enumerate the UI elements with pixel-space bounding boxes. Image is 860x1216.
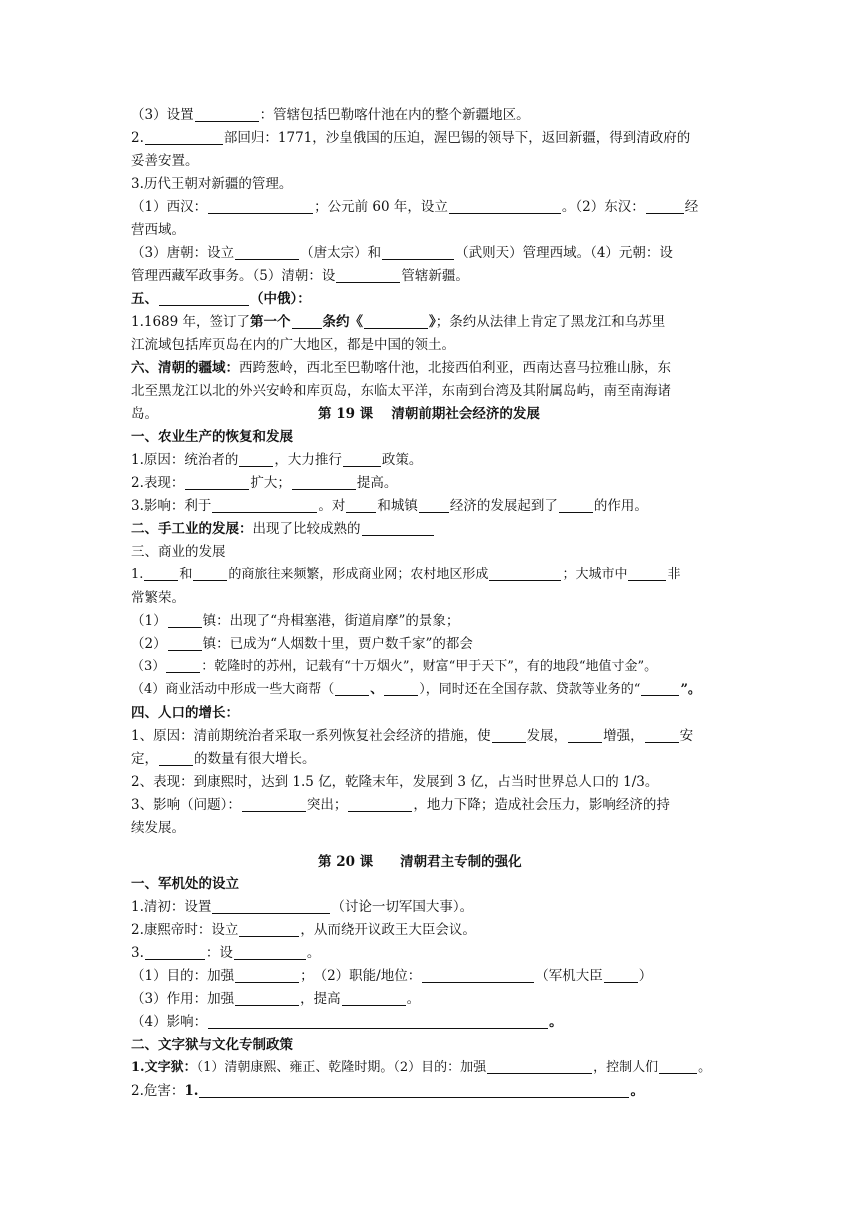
- fill-blank[interactable]: [568, 727, 602, 743]
- fill-blank[interactable]: [145, 129, 223, 145]
- text-line: [131, 633, 731, 655]
- line-text: 营西域。: [131, 222, 185, 238]
- text-line: [131, 242, 731, 264]
- line-text: 扩大；: [250, 475, 291, 491]
- line-text: 3.影响：利于: [131, 498, 212, 514]
- text-line: [131, 564, 731, 586]
- text-line: [131, 1057, 731, 1079]
- text-line: [131, 334, 731, 356]
- text-line: [131, 104, 731, 126]
- line-text: （1）目的：加强: [131, 968, 235, 984]
- line-text: 、: [370, 682, 384, 697]
- line-text: （中俄）：: [250, 291, 311, 307]
- line-text: 部回归：1771，沙皇俄国的压迫，渥巴锡的领导下，返回新疆，得到清政府的: [223, 130, 691, 146]
- text-line: [131, 679, 731, 701]
- line-text: 2.危害：: [131, 1083, 185, 1099]
- text-line: [131, 265, 731, 287]
- line-text: 岛。: [131, 406, 158, 422]
- line-text: 二、文字狱与文化专制政策: [131, 1037, 293, 1053]
- line-text: （4）商业活动中形成一些大商帮（: [131, 682, 335, 697]
- fill-blank[interactable]: [489, 565, 561, 581]
- fill-blank[interactable]: [234, 944, 306, 960]
- line-text: 和城镇: [377, 498, 418, 514]
- fill-blank[interactable]: [559, 497, 593, 513]
- fill-blank[interactable]: [185, 474, 249, 490]
- line-text: 非: [667, 567, 681, 582]
- fill-blank[interactable]: [144, 565, 178, 581]
- line-text: 1.: [131, 567, 144, 582]
- fill-blank[interactable]: [212, 497, 317, 513]
- text-line: [131, 942, 731, 964]
- fill-blank[interactable]: [346, 497, 376, 513]
- line-text: （3）唐朝：设立: [131, 245, 235, 261]
- line-text: 的作用。: [593, 498, 648, 514]
- line-text: 1、原因：清前期统治者采取一系列恢复社会经济的措施，使: [131, 728, 491, 744]
- text-line: [131, 196, 731, 218]
- text-line: [131, 725, 731, 747]
- line-text: 三、商业的发展: [131, 544, 226, 560]
- line-text: 3、影响（问题）：: [131, 797, 241, 813]
- fill-blank[interactable]: [159, 750, 193, 766]
- line-text: ，从而绕开议政王大臣会议。: [300, 922, 476, 938]
- fill-blank[interactable]: [292, 313, 322, 329]
- line-text: （唐太宗）和: [300, 245, 382, 261]
- fill-blank[interactable]: [168, 635, 202, 651]
- fill-blank[interactable]: [239, 451, 273, 467]
- line-text: ：乾隆时的苏州，记载有“十万烟火”，财富“甲于天下”，有的地段“地值寸金”。: [201, 659, 658, 674]
- line-text: 》: [429, 314, 436, 330]
- line-text: ”。: [680, 682, 701, 697]
- fill-blank[interactable]: [199, 1082, 629, 1098]
- line-text: 江流域包括库页岛在内的广大地区，都是中国的领土。: [131, 337, 455, 353]
- line-text: 。对: [318, 498, 346, 514]
- line-text: 镇：出现了“舟楫塞港，街道肩摩”的景象；: [202, 613, 460, 629]
- line-text: ；大城市中: [562, 567, 628, 582]
- line-text: ：管辖包括巴勒喀什池在内的整个新疆地区。: [259, 107, 530, 123]
- line-text: （1）西汉：: [131, 199, 208, 215]
- text-line: [131, 173, 731, 195]
- fill-blank[interactable]: [235, 967, 299, 983]
- fill-blank[interactable]: [208, 1013, 548, 1029]
- line-text: 。: [698, 1060, 712, 1075]
- fill-blank[interactable]: [645, 727, 679, 743]
- line-text: （3）: [131, 659, 166, 674]
- line-text: （3）设置: [131, 107, 194, 123]
- text-line: [131, 656, 731, 678]
- text-line: [131, 817, 731, 839]
- line-text: 妥善安置。: [131, 153, 199, 169]
- line-text: 的商旅往来频繁，形成商业网；农村地区形成: [228, 567, 489, 582]
- section-heading: [131, 1034, 731, 1056]
- line-text: ：设: [205, 945, 233, 961]
- text-line: [131, 587, 731, 609]
- fill-blank[interactable]: [212, 898, 330, 914]
- line-text: 3.: [131, 945, 144, 961]
- line-text: （3）作用：加强: [131, 991, 235, 1007]
- fill-blank[interactable]: [343, 451, 381, 467]
- line-text: 五、: [131, 291, 158, 307]
- line-text: （讨论一切军国大事）。: [331, 899, 474, 915]
- line-text: ；公元前 60 年，设立: [314, 199, 448, 215]
- fill-blank[interactable]: [449, 198, 561, 214]
- line-text: 突出；: [306, 797, 348, 813]
- line-text: 2、表现：到康熙时，达到 1.5 亿，乾隆末年，发展到 3 亿，占当时世界总人口的 1/3。: [131, 774, 659, 790]
- line-text: ）: [638, 968, 653, 984]
- text-line: [131, 919, 731, 941]
- line-text: 1.1689 年，签订了: [131, 314, 251, 330]
- text-line: [131, 449, 731, 471]
- section-heading: [131, 873, 731, 895]
- line-text: 条约《: [322, 314, 364, 330]
- fill-blank[interactable]: [628, 565, 666, 581]
- line-text: ，控制人们: [593, 1060, 659, 1075]
- fill-blank[interactable]: [659, 1058, 697, 1074]
- text-line: [131, 380, 731, 402]
- text-line: [131, 965, 731, 987]
- line-text: ，大力推行: [274, 452, 342, 468]
- lesson-19-title: 第 19 课 清朝前期社会经济的发展: [318, 406, 540, 422]
- lesson-20-title: 第 20 课 清朝君主专制的强化: [318, 854, 522, 870]
- fill-blank[interactable]: [641, 680, 679, 696]
- fill-blank[interactable]: [145, 944, 205, 960]
- line-text: （1）清朝康熙、雍正、乾隆时期。（2）目的：加强: [196, 1060, 487, 1075]
- text-line: [131, 518, 731, 540]
- line-text: 经济的发展起到了: [449, 498, 558, 514]
- line-text: 提高。: [356, 475, 398, 491]
- line-text: 1.清初：设置: [131, 899, 212, 915]
- fill-blank[interactable]: [422, 967, 534, 983]
- fill-blank[interactable]: [487, 1058, 592, 1074]
- fill-blank[interactable]: [362, 520, 434, 536]
- line-text: 六、清朝的疆域：: [131, 360, 239, 376]
- section-heading: [131, 702, 731, 724]
- line-text: ，提高: [300, 991, 341, 1007]
- fill-blank[interactable]: [384, 680, 418, 696]
- section-heading: [131, 541, 731, 563]
- line-text: ），同时还在全国存款、贷款等业务的“: [419, 682, 641, 697]
- line-text: 。: [549, 1014, 563, 1030]
- fill-blank[interactable]: [336, 267, 400, 283]
- line-text: 的数量有很大增长。: [194, 751, 316, 767]
- line-text: 定，: [131, 751, 158, 767]
- line-text: 二、手工业的发展：: [131, 521, 253, 537]
- fill-blank[interactable]: [193, 565, 227, 581]
- line-text: 出现了比较成熟的: [252, 521, 361, 537]
- line-text: 1.文字狱：: [131, 1060, 197, 1075]
- line-text: 2.表现：: [131, 475, 185, 491]
- text-line: [131, 771, 731, 793]
- section-heading: [131, 288, 731, 310]
- line-text: 增强，: [603, 728, 644, 744]
- fill-blank[interactable]: [242, 796, 306, 812]
- line-text: 1.: [184, 1083, 199, 1099]
- text-line: [131, 794, 731, 816]
- line-text: 经: [684, 199, 699, 215]
- line-text: ，地力下降；造成社会压力，影响经济的持: [413, 797, 670, 813]
- text-line: [131, 1011, 731, 1033]
- fill-blank[interactable]: [292, 474, 356, 490]
- line-text: 发展，: [526, 728, 568, 744]
- fill-blank[interactable]: [235, 990, 299, 1006]
- line-text: 2.: [131, 130, 144, 146]
- text-line: [131, 1080, 731, 1102]
- line-text: （军机大臣: [535, 968, 603, 984]
- fill-blank[interactable]: [382, 244, 454, 260]
- fill-blank[interactable]: [166, 657, 200, 673]
- line-text: 西跨葱岭，西北至巴勒喀什池，北接西伯利亚，西南达喜马拉雅山脉，东: [239, 360, 671, 376]
- fill-blank[interactable]: [168, 612, 202, 628]
- line-text: 常繁荣。: [131, 590, 185, 606]
- fill-blank[interactable]: [235, 244, 299, 260]
- line-text: （武则天）管理西域。（4）元朝：设: [455, 245, 673, 261]
- fill-blank[interactable]: [348, 796, 412, 812]
- text-line: [131, 219, 731, 241]
- line-text: 。: [306, 945, 321, 961]
- line-text: 政策。: [381, 452, 423, 468]
- line-text: 和: [179, 567, 193, 582]
- text-line: [131, 495, 731, 517]
- fill-blank[interactable]: [159, 290, 249, 306]
- line-text: 北至黑龙江以北的外兴安岭和库页岛，东临太平洋，东南到台湾及其附属岛屿，南至南海诸: [131, 383, 671, 399]
- text-line: [131, 610, 731, 632]
- line-text: 。: [406, 991, 421, 1007]
- line-text: 3.历代王朝对新疆的管理。: [131, 176, 293, 192]
- line-text: 。（2）东汉：: [561, 199, 645, 215]
- text-line: [131, 357, 731, 379]
- fill-blank[interactable]: [208, 198, 313, 214]
- line-text: 管辖新疆。: [401, 268, 469, 284]
- fill-blank[interactable]: [239, 921, 299, 937]
- text-line: [131, 472, 731, 494]
- text-line: [131, 127, 731, 149]
- line-text: ； （2）职能/地位：: [300, 968, 422, 984]
- line-text: 2.康熙帝时：设立: [131, 922, 239, 938]
- line-text: （1）: [131, 613, 167, 629]
- fill-blank[interactable]: [335, 680, 369, 696]
- fill-blank[interactable]: [604, 967, 638, 983]
- fill-blank[interactable]: [342, 990, 406, 1006]
- text-line: [131, 150, 731, 172]
- text-line: [131, 748, 731, 770]
- text-line: [131, 988, 731, 1010]
- line-text: 。: [630, 1083, 644, 1099]
- line-text: 一、农业生产的恢复和发展: [131, 429, 293, 445]
- fill-blank[interactable]: [646, 198, 684, 214]
- fill-blank[interactable]: [419, 497, 449, 513]
- line-text: ；条约从法律上肯定了黑龙江和乌苏里: [435, 314, 666, 330]
- line-text: 安: [679, 728, 694, 744]
- line-text: 第一个: [250, 314, 291, 330]
- line-text: 续发展。: [131, 820, 185, 836]
- line-text: （2）: [131, 636, 167, 652]
- line-text: 1.原因：统治者的: [131, 452, 239, 468]
- line-text: 镇：已成为“人烟数十里，贾户数千家”的都会: [202, 636, 473, 652]
- fill-blank[interactable]: [195, 106, 259, 122]
- fill-blank[interactable]: [492, 727, 526, 743]
- line-text: 四、人口的增长：: [131, 705, 239, 721]
- section-heading: [131, 426, 731, 448]
- text-line: [131, 311, 731, 333]
- fill-blank[interactable]: [364, 313, 428, 329]
- text-line: [131, 896, 731, 918]
- line-text: 管理西藏军政事务。（5）清朝：设: [131, 268, 336, 284]
- line-text: （4）影响：: [131, 1014, 208, 1030]
- line-text: 一、军机处的设立: [131, 876, 239, 892]
